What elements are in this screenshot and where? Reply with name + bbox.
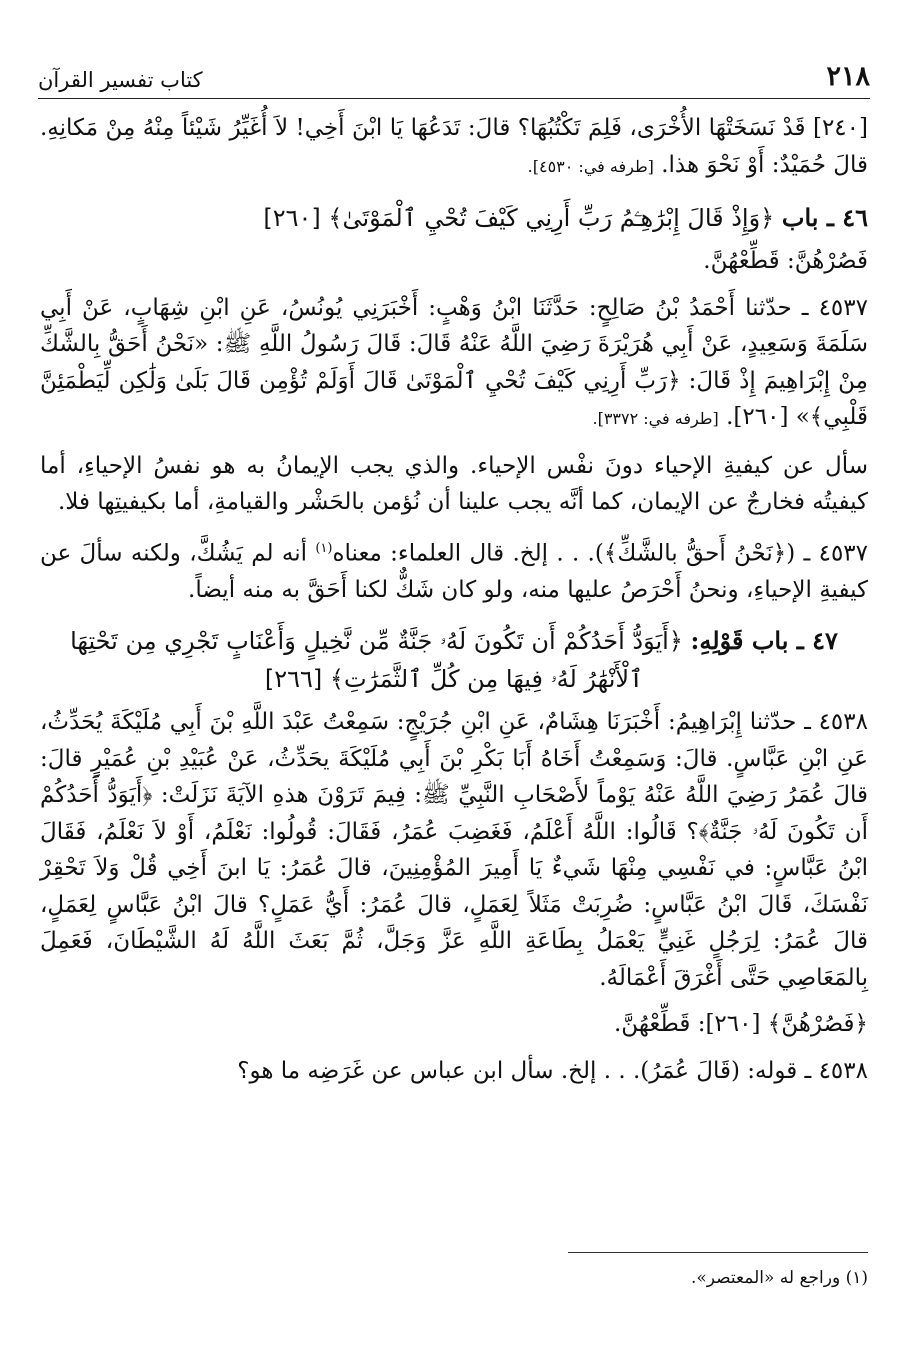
quran-verse: ﴿وَإِذْ قَالَ إِبْرَٰهِـۧمُ رَبِّ أَرِنِي كَيْفَ تُحْيِ ٱلْمَوْتَىٰ﴾ [٢٦٠] bbox=[263, 204, 775, 232]
commentary-text: ٤٥٣٧ ـ (﴿نَحْنُ أَحقُّ بالشَّكِّ﴾). . . إلخ. قال العلماء: معناه bbox=[332, 540, 869, 567]
footnote-divider bbox=[568, 1252, 868, 1253]
cross-reference: [طرفه في: ٤٥٣٠]. bbox=[527, 156, 654, 176]
chapter-heading-46 bbox=[40, 199, 868, 237]
chapter-number: ٤٧ ـ باب قَوْلِهِ: bbox=[690, 626, 838, 656]
hadith-text: ٤٥٣٧ ـ حدّثنا أَحْمَدُ بْنُ صَالِحٍ: حَدَّثَنَا ابْنُ وَهْبٍ: أَخْبَرَنِي يُونُسُ، عَنِ ابْنِ شِهَابٍ، عَنْ أَبِي سَلَمَةَ وَسَعِيدٍ، عَنْ أَبِي هُرَيْرَةَ رَضِيَ اللَّهُ عَنْهُ قَالَ: قَالَ رَسُولُ اللَّهِ ﷺ: «نَحْنُ أَحَقُّ بِالشَّكِّ مِنْ إِبْرَاهِيمَ إِذْ قَالَ: ﴿رَبِّ أَرِنِي كَيْفَ تُحْيِ ٱلْمَوْتَىٰ قَالَ أَوَلَمْ تُؤْمِن قَالَ بَلَىٰ وَلَٰكِن لِّيَطْمَئِنَّ قَلْبِي﴾» [٢٦٠]. bbox=[40, 294, 868, 430]
commentary-4537 bbox=[40, 531, 868, 609]
page-header bbox=[38, 52, 870, 99]
cross-reference: [طرفه في: ٣٣٧٢]. bbox=[592, 409, 719, 428]
book-title: كتاب تفسير القرآن bbox=[38, 68, 203, 92]
hadith-4538: ٤٥٣٨ ـ حدّثنا إِبْرَاهِيمُ: أَخْبَرَنَا هِشَامٌ، عَنِ ابْنِ جُرَيْجٍ: سَمِعْتُ عَبْدَ اللَّهِ بْنَ أَبِي مُلَيْكَةَ يُحَدِّثُ، عَنِ ابْنِ عَبَّاسٍ. قالَ: وَسَمِعْتُ أَخَاهُ أَبَا بَكْرِ بْنَ أَبِي مُلَيْكَةَ يحَدِّثُ، عَنْ عُبَيْدِ بْنِ عُمَيْرٍ قالَ: قالَ عُمَرُ رَضِيَ اللَّهُ عَنْهُ يَوْماً لأَصْحَابِ النَّبِيِّ ﷺ: فِيمَ تَرَوْنَ هذهِ الآيَةَ نَزَلَتْ: ﴿أَيَوَدُّ أَحَدُكُمْ أَن تَكُونَ لَهُۥ جَنَّةٌ﴾؟ قَالُوا: اللَّهُ أَعْلَمُ، فَغَضِبَ عُمَرُ، فَقَالَ: قُولُوا: نَعْلَمُ، أَوْ لاَ نَعْلَمُ، فَقَالَ ابْنُ عَبَّاسٍ: في نَفْسِي مِنْهَا شَيءٌ يَا أَمِيرَ المُؤْمِنِينَ، قالَ عُمَرُ: يَا ابنَ أَخِي قُلْ وَلاَ تَحْقِرْ نَفْسَكَ، قَالَ ابْنُ عَبَّاسٍ: ضُرِبَتْ مَثَلاً لِعَمَلٍ، قالَ عُمَرُ: أَيُّ عَمَلٍ؟ قالَ ابْنُ عَبَّاسٍ لِعَمَلٍ، قالَ عُمَرُ: لِرَجُلٍ غَنِيٍّ يَعْمَلُ بِطَاعَةِ اللَّهِ عَزَّ وَجَلَّ، ثُمَّ بَعَثَ اللَّهُ لَهُ الشَّيْطَانَ، فَعَمِلَ بِالمَعَاصِي حَتَّى أَغْرَقَ أَعْمَالَهُ. bbox=[40, 709, 868, 991]
quran-verse: ﴿أَيَوَدُّ أَحَدُكُمْ أَن تَكُونَ لَهُۥ جَنَّةٌ مِّن نَّخِيلٍ وَأَعْنَابٍ تَجْرِي مِن تَحْتِهَا ٱلْأَنْهَٰرُ لَهُۥ فِيهَا مِن كُلِّ ٱلثَّمَرَٰتِ﴾ [٢٦٦] bbox=[70, 627, 683, 694]
commentary-4538: ٤٥٣٨ ـ قوله: (قَالَ عُمَرُ). . . إلخ. سأل ابن عباس عن غَرَضِه ما هو؟ bbox=[237, 1057, 868, 1084]
paragraph-continuation bbox=[40, 110, 868, 185]
commentary-text: أنه لم يَشُكَّ، ولكنه سألَ عن كيفيةِ الإحياءِ، ونحنُ أَحْرَصُ عليها منه، ولو كان شَكٌّ لكنا أَحَقَّ به منه أيضاً. bbox=[40, 540, 868, 603]
gloss-line: ﴿فَصُرْهُنَّ﴾ [٢٦٠]: قَطِّعْهُنَّ. bbox=[614, 1011, 868, 1038]
gloss-line: فَصُرْهُنَّ: قَطِّعْهُنَّ. bbox=[703, 248, 868, 274]
page-number: ٢١٨ bbox=[826, 61, 870, 92]
chapter-number: ٤٦ ـ باب bbox=[781, 203, 868, 232]
chapter-heading-47 bbox=[40, 622, 868, 698]
footnote: (١) وراجع له «المعتصر». bbox=[690, 1268, 868, 1288]
hadith-text: [٢٤٠] قَدْ نَسَخَتْهَا الأُخْرَى، فَلِمَ تَكْتُبُهَا؟ قالَ: تَدَعُهَا يَا ابْنَ أَخِي! لاَ أُغَيِّرُ شَيْئاً مِنْهُ مِنْ مَكانِهِ. قالَ حُمَيْدٌ: أَوْ نَحْوَ هذا. bbox=[40, 115, 868, 178]
page-body bbox=[40, 110, 868, 1099]
footnote-marker: (١) bbox=[315, 540, 333, 556]
commentary-paragraph: سأل عن كيفيةِ الإحياء دونَ نفْس الإحياء. والذي يجب الإيمانُ به هو نفسُ الإحياءِ، أما كيفيتُه فخارجٌ عن الإيمان، كما أنَّه يجب علينا أن نُؤمن بالحَشْر والقيامةِ، أما بكيفيتِها فلا. bbox=[40, 452, 868, 515]
hadith-4537 bbox=[40, 290, 868, 438]
